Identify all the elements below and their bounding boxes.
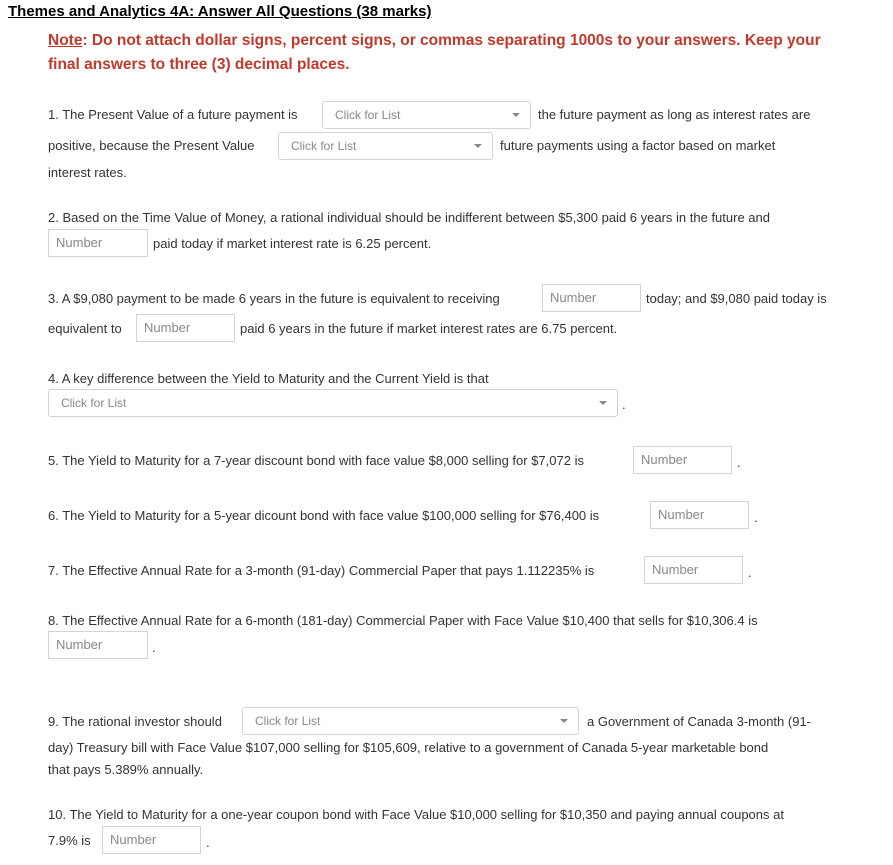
q10-text-2: 7.9% is bbox=[48, 833, 91, 848]
chevron-down-icon bbox=[512, 113, 520, 117]
q1-select-2-placeholder: Click for List bbox=[291, 139, 357, 153]
q1-text-2: the future payment as long as interest rates are bbox=[538, 107, 811, 122]
note-text: : Do not attach dollar signs, percent signs, or commas separating 1000s to your answers. Keep your final answers to three (3) decimal places. bbox=[48, 32, 821, 73]
q2-number-input[interactable]: Number bbox=[48, 229, 148, 257]
q7-text-1: 7. The Effective Annual Rate for a 3-month (91-day) Commercial Paper that pays 1.112235% is bbox=[48, 563, 595, 578]
q9-text-2: a Government of Canada 3-month (91- bbox=[587, 714, 812, 729]
q3-text-2: today; and $9,080 paid today is bbox=[646, 291, 827, 306]
q3-text-3: equivalent to bbox=[48, 321, 122, 336]
q1-text-5: interest rates. bbox=[48, 165, 127, 180]
q1-select-1-placeholder: Click for List bbox=[335, 108, 401, 122]
chevron-down-icon bbox=[474, 144, 482, 148]
q9-text-1: 9. The rational investor should bbox=[48, 714, 222, 729]
q10-number-input[interactable]: Number bbox=[102, 826, 201, 854]
q5-text-1: 5. The Yield to Maturity for a 7-year discount bond with face value $8,000 selling for $7,072 is bbox=[48, 453, 584, 468]
q9-text-3: day) Treasury bill with Face Value $107,000 selling for $105,609, relative to a government of Canada 5-year marketable bond bbox=[48, 740, 769, 755]
q9-text-4: that pays 5.389% annually. bbox=[48, 762, 204, 777]
q8-number-input[interactable]: Number bbox=[48, 631, 148, 659]
q4-text-1: 4. A key difference between the Yield to Maturity and the Current Yield is that bbox=[48, 371, 489, 386]
page-title: Themes and Analytics 4A: Answer All Questions (38 marks) bbox=[8, 3, 432, 20]
q3-number-input-1[interactable]: Number bbox=[542, 284, 641, 312]
chevron-down-icon bbox=[599, 401, 607, 405]
note-label: Note bbox=[48, 32, 83, 49]
q2-text-1: 2. Based on the Time Value of Money, a rational individual should be indifferent between $5,300 paid 6 years in the future and bbox=[48, 210, 770, 225]
chevron-down-icon bbox=[560, 719, 568, 723]
q10-text-1: 10. The Yield to Maturity for a one-year coupon bond with Face Value $10,000 selling for $10,350 and paying annual coupons at bbox=[48, 807, 784, 822]
q7-number-input[interactable]: Number bbox=[644, 556, 743, 584]
q5-end: . bbox=[737, 455, 741, 470]
q1-select-1[interactable] bbox=[322, 101, 531, 129]
q4-select-placeholder: Click for List bbox=[61, 396, 127, 410]
q8-end: . bbox=[152, 640, 156, 655]
q4-end: . bbox=[622, 397, 626, 412]
q1-text-1: 1. The Present Value of a future payment is bbox=[48, 107, 298, 122]
q1-text-3: positive, because the Present Value bbox=[48, 138, 255, 153]
q10-end: . bbox=[206, 835, 210, 850]
q3-number-input-2[interactable]: Number bbox=[136, 314, 235, 342]
q6-end: . bbox=[754, 510, 758, 525]
q6-text-1: 6. The Yield to Maturity for a 5-year dicount bond with face value $100,000 selling for $76,400 is bbox=[48, 508, 600, 523]
note bbox=[48, 29, 848, 77]
q2-text-2: paid today if market interest rate is 6.25 percent. bbox=[153, 236, 432, 251]
q3-text-4: paid 6 years in the future if market interest rates are 6.75 percent. bbox=[240, 321, 618, 336]
q1-text-4: future payments using a factor based on market bbox=[500, 138, 776, 153]
q1-select-2[interactable] bbox=[278, 132, 493, 160]
q5-number-input[interactable]: Number bbox=[633, 446, 732, 474]
q9-select-placeholder: Click for List bbox=[255, 714, 321, 728]
q9-select[interactable] bbox=[242, 707, 579, 735]
q3-text-1: 3. A $9,080 payment to be made 6 years in the future is equivalent to receiving bbox=[48, 291, 500, 306]
q4-select[interactable] bbox=[48, 389, 618, 417]
q7-end: . bbox=[748, 565, 752, 580]
q8-text-1: 8. The Effective Annual Rate for a 6-month (181-day) Commercial Paper with Face Value $10,400 that sells for $10,306.4 is bbox=[48, 613, 758, 628]
q6-number-input[interactable]: Number bbox=[650, 501, 749, 529]
